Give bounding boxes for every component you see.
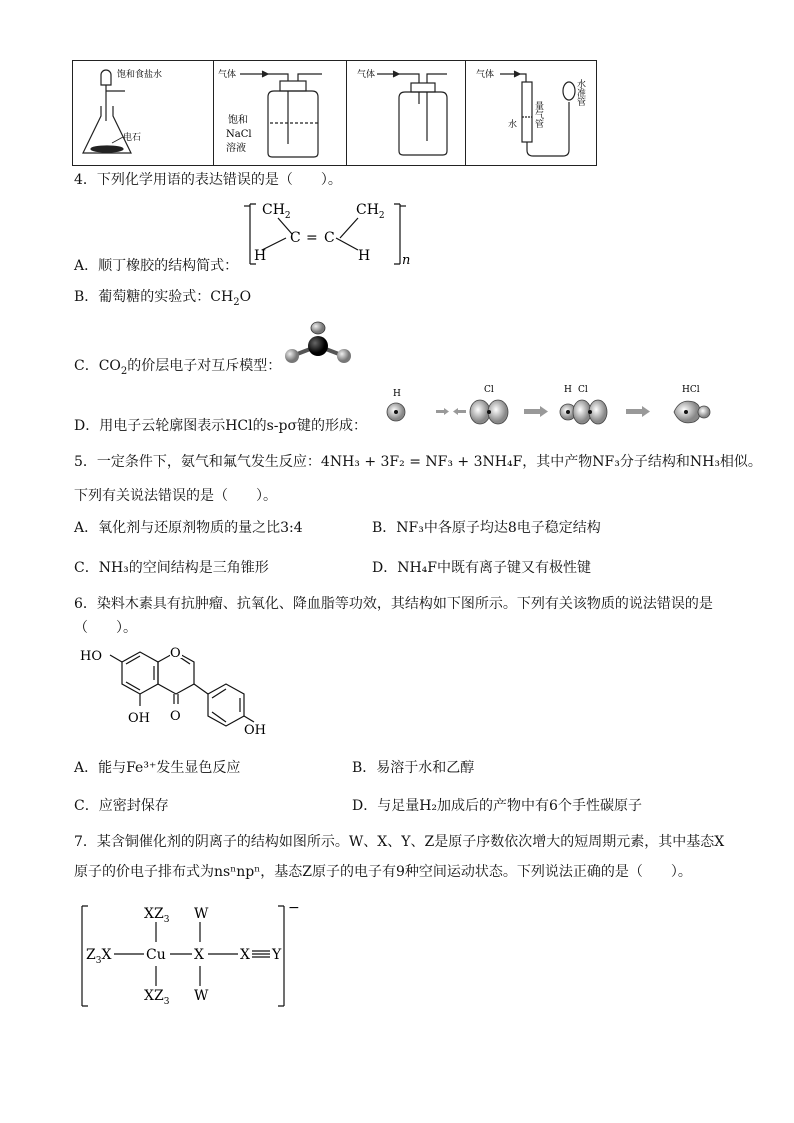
svg-text:XZ3: $XZ_3$ [144, 988, 170, 1007]
svg-text:XZ3: $XZ_3$ [144, 906, 170, 925]
copper-anion-structure [74, 898, 314, 1010]
burette-label: 量气管 [533, 101, 543, 128]
q4-stem: 4．下列化学用语的表达错误的是（ ）。 [74, 172, 342, 188]
leveling-tube-label: 水准管 [575, 79, 585, 106]
x-center: X [194, 947, 204, 963]
q5-stem-2: 下列有关说法错误的是（ ）。 [74, 488, 277, 504]
q4-option-d[interactable]: D．用电子云轮廓图表示HCl的s-pσ键的形成： [74, 418, 368, 434]
hydrogen-label: H [254, 248, 267, 264]
w-bottom: W [194, 988, 209, 1004]
reaction-equation: 4NH₃ + 3F₂ = NF₃ + 3NH₄F [320, 454, 523, 470]
empty-bottle-diagram [347, 61, 465, 165]
svg-text:H: H [393, 389, 401, 399]
hydrogen-label: H [358, 248, 371, 264]
gas-burette-diagram [466, 61, 599, 165]
svg-text:CH2: $CH_2$ [356, 202, 385, 221]
q6-stem-2: （ ）。 [74, 620, 137, 636]
apparatus-cell-gas-burette [466, 61, 599, 165]
apparatus-cell-empty-bottle [347, 61, 466, 165]
carbide-label: 电石 [123, 133, 142, 143]
q5-option-c[interactable]: C．NH₃的空间结构是三角锥形 [74, 560, 269, 576]
svg-text:Z3X: $Z_3X$ [86, 947, 112, 966]
brine-label: 饱和食盐水 [117, 70, 163, 80]
solution-label: 溶液 [226, 143, 246, 154]
apparatus-table [72, 60, 597, 166]
gas-label: 气体 [218, 70, 237, 80]
carbon-label: C [290, 230, 301, 246]
q5-option-b[interactable]: B．NF₃中各原子均达8电子稳定结构 [372, 520, 601, 536]
q5-option-a[interactable]: A．氧化剂与还原剂物质的量之比3:4 [74, 520, 303, 536]
q6-option-b[interactable]: B．易溶于水和乙醇 [352, 760, 475, 776]
generator-diagram [73, 61, 213, 165]
q4-option-a[interactable]: A．顺丁橡胶的结构简式： [74, 258, 239, 274]
carbon-label: C [324, 230, 335, 246]
cis-polyisoprene-structure [240, 198, 420, 270]
copper-center: Cu [146, 947, 166, 963]
svg-text:Cl: Cl [484, 385, 494, 395]
negative-charge: − [288, 900, 300, 916]
q7-stem: 7．某含铜催化剂的阴离子的结构如图所示。W、X、Y、Z是原子序数依次增大的短周期元素，其中基态X [74, 834, 725, 850]
q7-stem-2: 原子的价电子排布式为nsⁿnpⁿ，基态Z原子的电子有9种空间运动状态。下列说法正确的是（ ）。 [74, 864, 692, 880]
svg-text:HCl: HCl [682, 385, 700, 395]
q6-stem: 6．染料木素具有抗肿瘤、抗氧化、降血脂等功效，其结构如下图所示。下列有关该物质的说法错误的是 [74, 596, 713, 612]
apparatus-cell-generator [73, 61, 214, 165]
wash-bottle-diagram [214, 61, 346, 165]
hydroxyl-7: HO [80, 649, 102, 664]
ring-oxygen: O [170, 646, 181, 661]
svg-text:Cl: Cl [578, 385, 588, 395]
q4-option-b[interactable]: B．葡萄糖的实验式：$CH_2O$ [74, 289, 252, 308]
genistein-structure [74, 642, 274, 742]
hydroxyl-4prime: OH [244, 723, 266, 738]
svg-text:H: H [564, 385, 572, 395]
nacl-label: NaCl [226, 129, 252, 140]
x-nitrile: X [240, 947, 250, 963]
svg-text:CH2: $CH_2$ [262, 202, 291, 221]
orbital-overlap-diagram [380, 382, 720, 432]
vsepr-model-icon [282, 318, 354, 368]
q6-option-a[interactable]: A．能与Fe³⁺发生显色反应 [74, 760, 241, 776]
q6-option-d[interactable]: D．与足量H₂加成后的产物中有6个手性碳原子 [352, 798, 642, 814]
water-label: 水 [508, 120, 518, 130]
repeat-n: n [402, 253, 411, 268]
sat-label: 饱和 [228, 115, 248, 126]
w-top: W [194, 906, 209, 922]
q4-option-c[interactable]: C．$CO_2$的价层电子对互斥模型： [74, 358, 282, 377]
gas-label: 气体 [357, 70, 376, 80]
gas-label: 气体 [476, 70, 495, 80]
q6-option-c[interactable]: C．应密封保存 [74, 798, 169, 814]
hydroxyl-5: OH [128, 711, 150, 726]
y-atom: Y [272, 947, 282, 963]
carbonyl-oxygen: O [170, 709, 181, 724]
q5-option-d[interactable]: D．NH₄F中既有离子键又有极性键 [372, 560, 592, 576]
q5-stem: 5．一定条件下，氨气和氟气发生反应：4NH₃ + 3F₂ = NF₃ + 3NH₄F，其中产物NF₃分子结构和NH₃相似。 [74, 454, 762, 470]
double-bond: = [306, 230, 318, 246]
apparatus-cell-wash-bottle [214, 61, 347, 165]
